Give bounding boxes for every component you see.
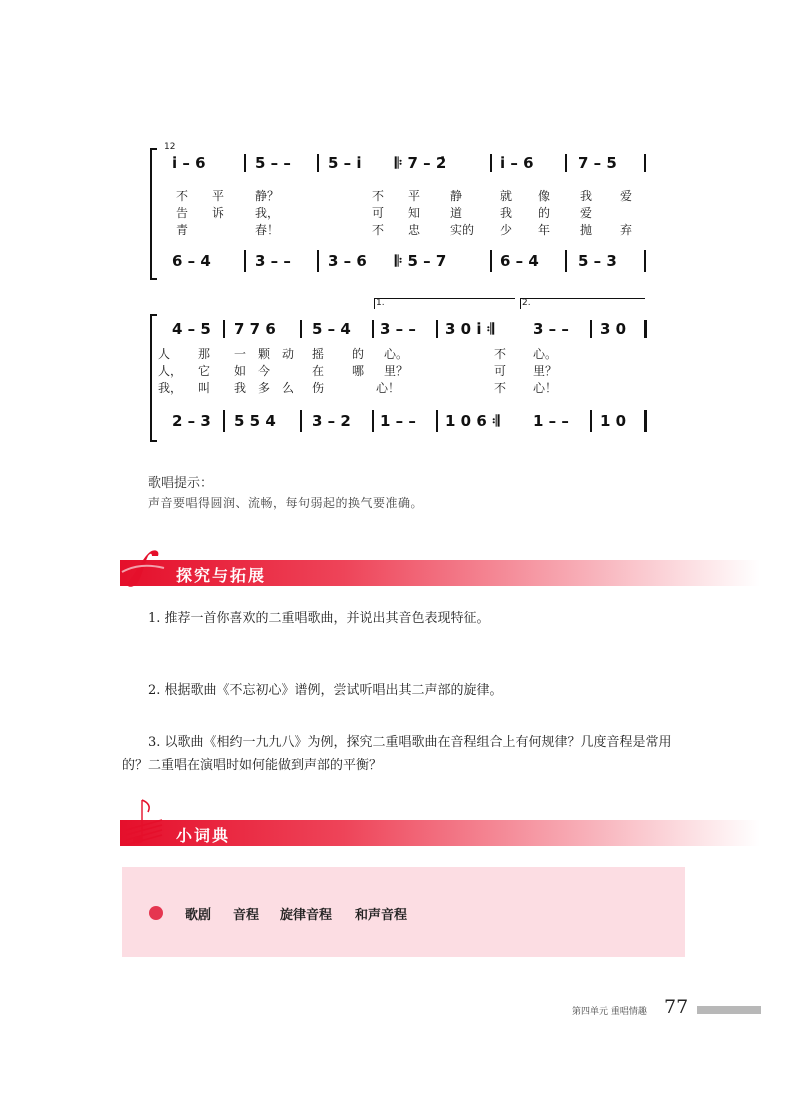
lyric-char: 如 xyxy=(234,364,247,378)
dictionary-title: 小词典 xyxy=(176,826,231,845)
measure: 3 – 2 xyxy=(312,412,351,430)
volta-2-label: 2. xyxy=(522,298,531,308)
singing-tips-title: 歌唱提示： xyxy=(148,476,214,491)
lyric-char: 那 xyxy=(198,347,211,361)
barline xyxy=(436,410,438,432)
lyric-char: 人 xyxy=(158,347,171,361)
lyric-char: 心！ xyxy=(533,381,558,395)
lyric-char: 忠 xyxy=(408,223,421,237)
barline xyxy=(490,250,492,272)
lyric-char: 的 xyxy=(538,206,551,220)
measure: 7 – 5 xyxy=(578,154,617,172)
lyric-line-1 xyxy=(150,345,650,363)
lyric-char: 平 xyxy=(408,189,421,203)
volta-1-bracket xyxy=(374,298,515,309)
explore-banner xyxy=(120,560,760,586)
measure: 7 7 6 xyxy=(234,320,276,338)
lyric-char: 不 xyxy=(494,347,507,361)
lyric-char: 平 xyxy=(212,189,225,203)
lyric-char: 不 xyxy=(494,381,507,395)
volta-1-label: 1. xyxy=(376,298,385,308)
barline xyxy=(244,250,246,272)
measure: 3 – – xyxy=(533,320,569,338)
score-system-2 xyxy=(150,298,650,440)
barline xyxy=(372,320,374,338)
barline xyxy=(317,154,319,172)
lyric-char: 弃 xyxy=(620,223,633,237)
measure: i̇ – 6 xyxy=(172,154,206,172)
lyric-char: 一 xyxy=(234,347,247,361)
lyric-char: 道 xyxy=(450,206,463,220)
barline xyxy=(565,154,567,172)
measure: 𝄆 5 – 7 xyxy=(395,252,447,270)
lyric-char: 就 xyxy=(500,189,513,203)
top-voice-line xyxy=(150,154,650,176)
lyric-char: 抛 xyxy=(580,223,593,237)
question-3: 3. 以歌曲《相约一九九八》为例，探究二重唱歌曲在音程组合上有何规律？几度音程是常用 xyxy=(148,735,672,750)
lyric-char: 不 xyxy=(372,189,385,203)
lyric-char: 可 xyxy=(372,206,385,220)
measure: 3 0 i̇ 𝄇 xyxy=(445,320,494,338)
final-barline xyxy=(644,320,647,338)
lyric-char: 诉 xyxy=(212,206,225,220)
lyric-char: 像 xyxy=(538,189,551,203)
lyric-line-3 xyxy=(150,221,650,239)
lyric-char: 不 xyxy=(372,223,385,237)
lyric-line-1 xyxy=(150,187,650,205)
barline xyxy=(565,250,567,272)
measure: 1 – – xyxy=(533,412,569,430)
lyric-char: 知 xyxy=(408,206,421,220)
measure: 5 – i̇ xyxy=(328,154,362,172)
final-barline xyxy=(644,410,647,432)
barline xyxy=(300,410,302,432)
measure: 5 – – xyxy=(255,154,291,172)
measure: i̇ – 6 xyxy=(500,154,534,172)
measure: 5 – 3 xyxy=(578,252,617,270)
measure: 1 0 xyxy=(600,412,627,430)
lyric-char: 今 xyxy=(258,364,271,378)
dictionary-banner xyxy=(120,820,760,846)
lyric-char: 我， xyxy=(255,206,280,220)
bottom-voice-line xyxy=(150,252,650,274)
lyric-char: 么 xyxy=(282,381,295,395)
barline xyxy=(644,154,646,172)
barline xyxy=(372,410,374,432)
lyric-char: 颗 xyxy=(258,347,271,361)
dictionary-box xyxy=(122,867,685,957)
dictionary-term: 旋律音程 xyxy=(280,908,333,923)
lyric-char: 心！ xyxy=(376,381,401,395)
measure: 3 – 6 xyxy=(328,252,367,270)
lyric-line-3 xyxy=(150,379,650,397)
lyric-char: 哪 xyxy=(352,364,365,378)
explore-title: 探究与拓展 xyxy=(176,566,267,585)
barline xyxy=(244,154,246,172)
lyric-char: 告 xyxy=(176,206,189,220)
singing-tips-text: 声音要唱得圆润、流畅，每句弱起的换气要准确。 xyxy=(148,496,424,510)
measure: 2 – 3 xyxy=(172,412,211,430)
unit-label: 第四单元 重唱情趣 xyxy=(572,1007,647,1017)
music-staff-icon xyxy=(122,796,168,850)
lyric-char: 实的 xyxy=(450,223,475,237)
page-number: 77 xyxy=(664,996,689,1018)
lyric-char: 少 xyxy=(500,223,513,237)
dictionary-term: 音程 xyxy=(233,908,260,923)
measure: 5 5 4 xyxy=(234,412,276,430)
measure: 1 – – xyxy=(380,412,416,430)
measure: 3 – – xyxy=(380,320,416,338)
barline xyxy=(317,250,319,272)
barline xyxy=(490,154,492,172)
lyric-char: 静 xyxy=(450,189,463,203)
lyric-line-2 xyxy=(150,362,650,380)
lyric-char: 伤 xyxy=(312,381,325,395)
measure: 6 – 4 xyxy=(500,252,539,270)
lyric-char: 多 xyxy=(258,381,271,395)
barline xyxy=(590,320,592,338)
lyric-char: 我 xyxy=(500,206,513,220)
volta-2-bracket xyxy=(520,298,645,309)
f-clef-icon xyxy=(120,548,166,590)
measure: 3 – – xyxy=(255,252,291,270)
lyric-char: 叫 xyxy=(198,381,211,395)
measure-number: 12 xyxy=(164,142,176,152)
lyric-char: 它 xyxy=(198,364,211,378)
barline xyxy=(590,410,592,432)
lyric-char: 可 xyxy=(494,364,507,378)
barline xyxy=(223,410,225,432)
lyric-char: 青 xyxy=(176,223,189,237)
lyric-char: 人， xyxy=(158,364,183,378)
lyric-char: 在 xyxy=(312,364,325,378)
bullet-icon xyxy=(149,906,163,920)
top-voice-line xyxy=(150,320,650,342)
score-system-1 xyxy=(150,140,650,280)
measure: 4 – 5 xyxy=(172,320,211,338)
lyric-line-2 xyxy=(150,204,650,222)
dictionary-term: 和声音程 xyxy=(355,908,408,923)
question-2: 2. 根据歌曲《不忘初心》谱例，尝试听唱出其二声部的旋律。 xyxy=(148,683,503,698)
lyric-char: 爱 xyxy=(580,206,593,220)
lyric-char: 静？ xyxy=(255,189,280,203)
lyric-char: 春！ xyxy=(255,223,280,237)
lyric-char: 的 xyxy=(352,347,365,361)
lyric-char: 里？ xyxy=(533,364,558,378)
dictionary-term: 歌剧 xyxy=(185,908,212,923)
bottom-voice-line xyxy=(150,412,650,434)
footer-bar xyxy=(697,1006,761,1014)
lyric-char: 我 xyxy=(580,189,593,203)
question-1: 1. 推荐一首你喜欢的二重唱歌曲，并说出其音色表现特征。 xyxy=(148,611,490,626)
barline xyxy=(644,250,646,272)
measure: 3 0 xyxy=(600,320,627,338)
lyric-char: 里？ xyxy=(384,364,409,378)
measure: 1 0 6 𝄇 xyxy=(445,412,500,430)
barline xyxy=(223,320,225,338)
lyric-char: 摇 xyxy=(312,347,325,361)
lyric-char: 爱 xyxy=(620,189,633,203)
barline xyxy=(300,320,302,338)
lyric-char: 年 xyxy=(538,223,551,237)
lyric-char: 我 xyxy=(234,381,247,395)
lyric-char: 我， xyxy=(158,381,183,395)
measure: 6 – 4 xyxy=(172,252,211,270)
lyric-char: 心。 xyxy=(533,347,558,361)
question-3-continued: 的？二重唱在演唱时如何能做到声部的平衡？ xyxy=(122,758,383,773)
measure: 𝄆 7 – 2̇ xyxy=(395,154,447,172)
lyric-char: 动 xyxy=(282,347,295,361)
lyric-char: 心。 xyxy=(384,347,409,361)
lyric-char: 不 xyxy=(176,189,189,203)
measure: 5 – 4 xyxy=(312,320,351,338)
barline xyxy=(436,320,438,338)
